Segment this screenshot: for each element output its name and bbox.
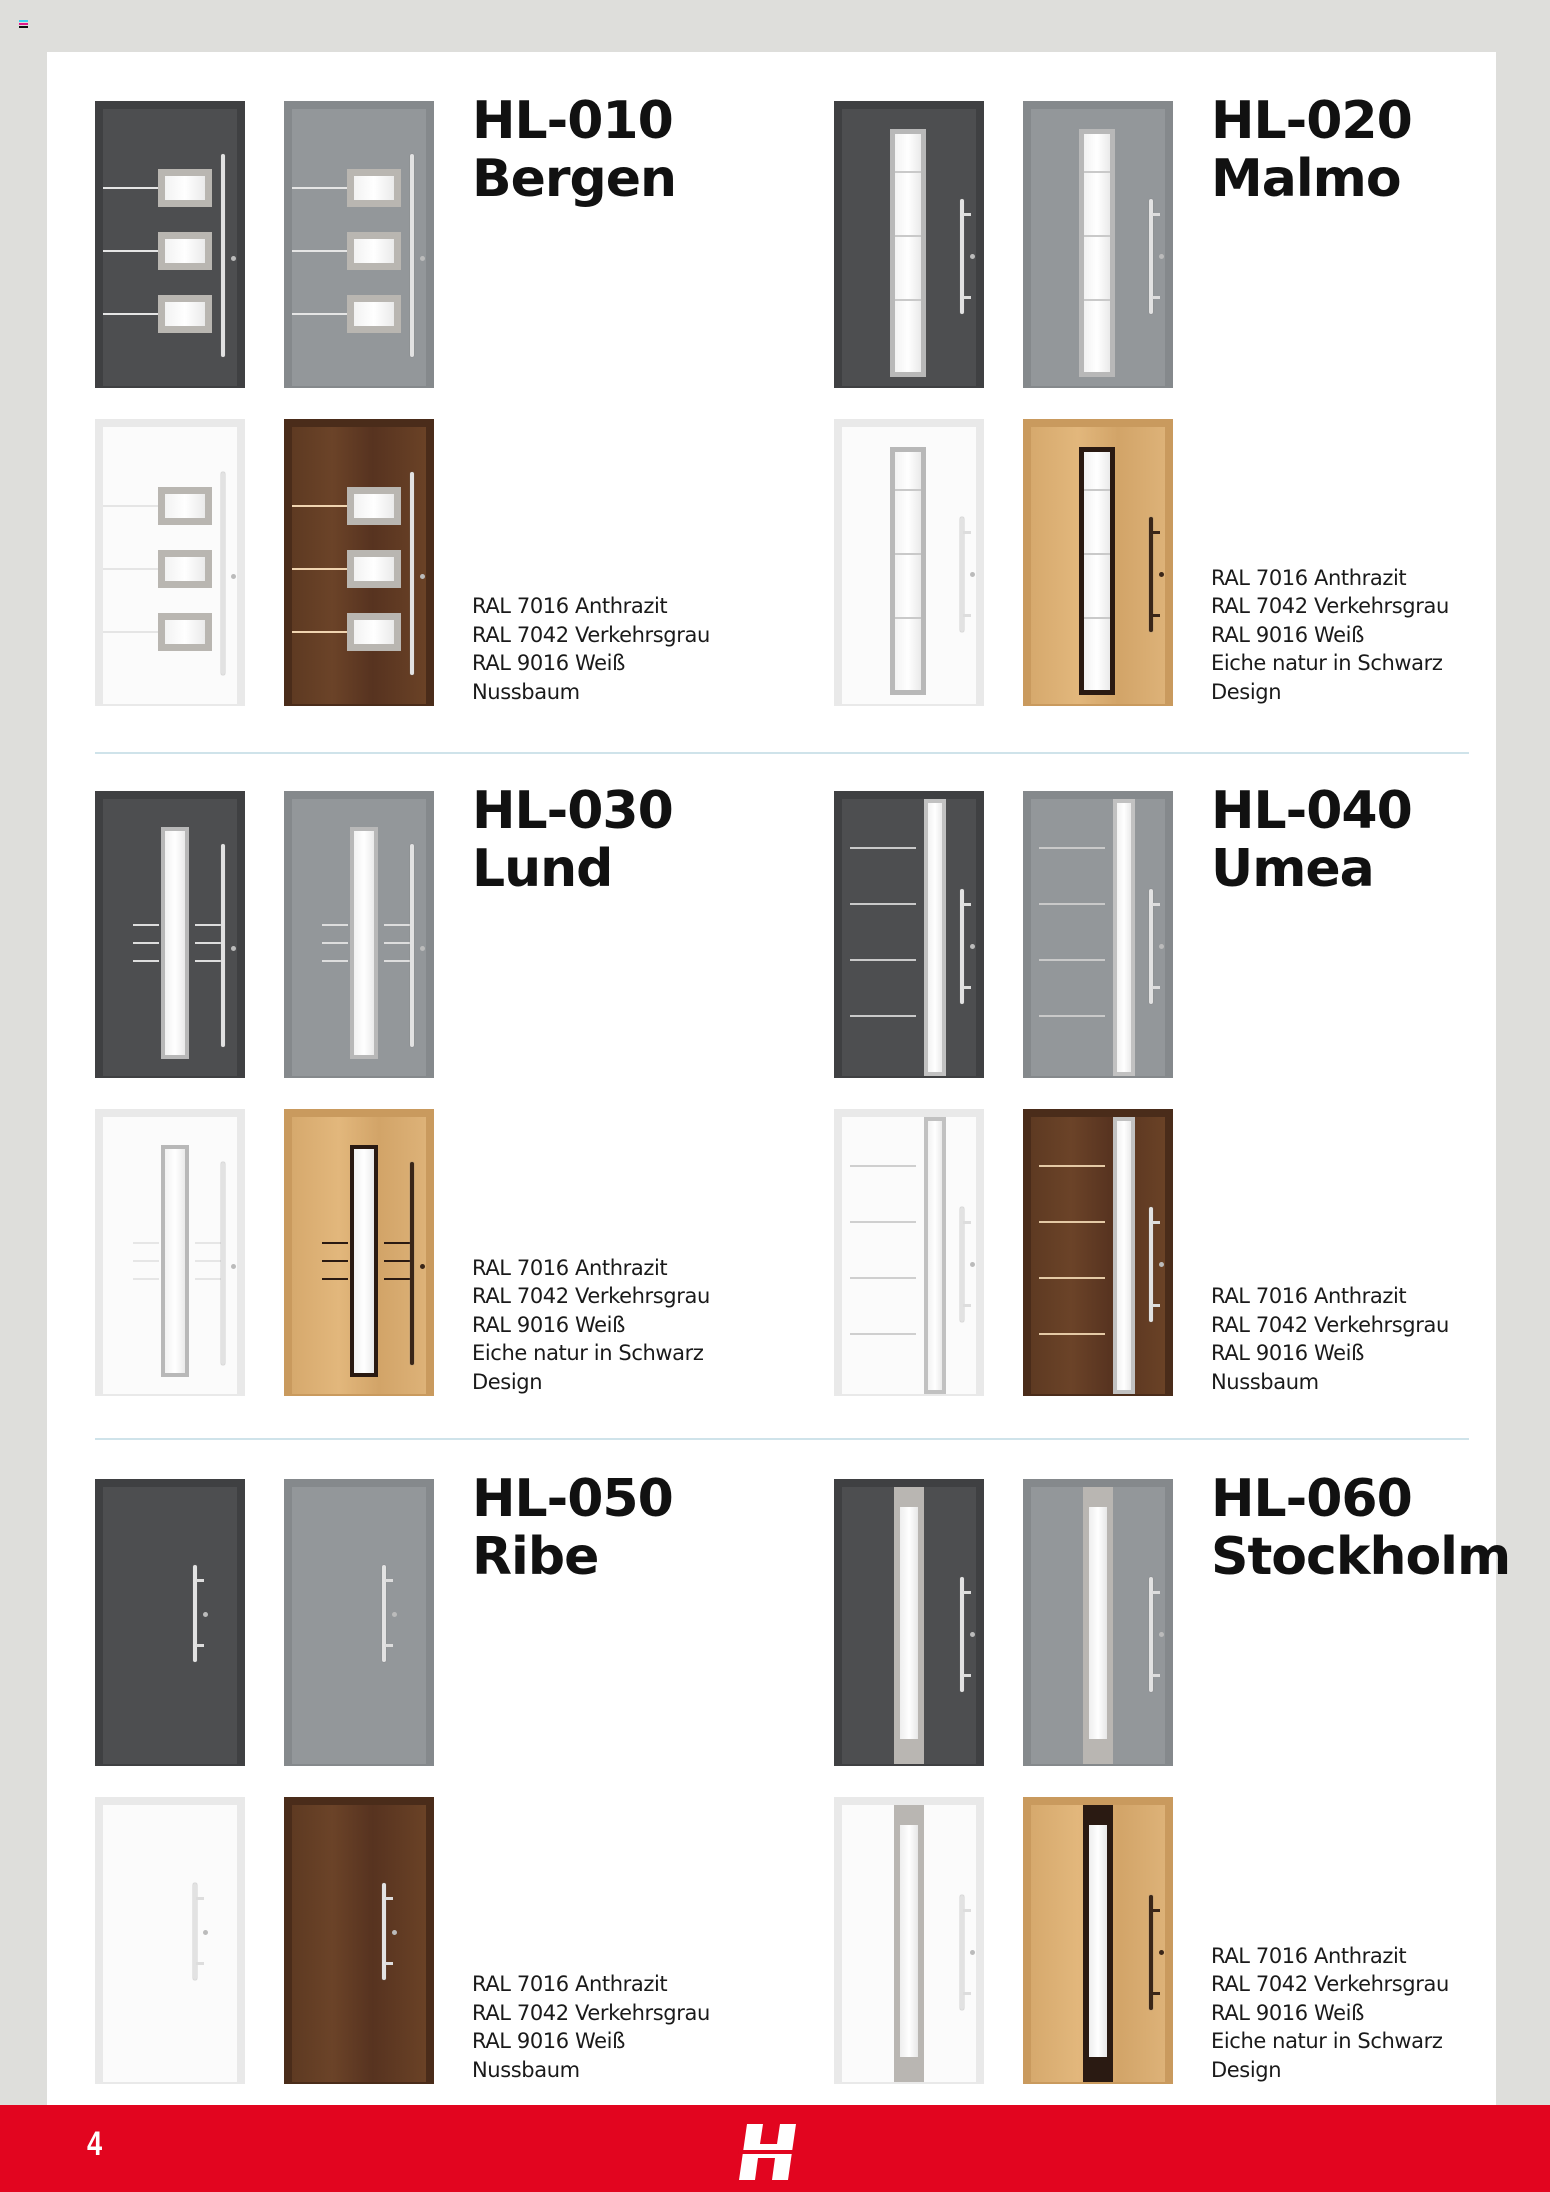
- decor-bar: [1039, 847, 1105, 849]
- finish-option: RAL 9016 Weiß: [1211, 622, 1364, 647]
- door-image-verkehrsgrau: [1023, 791, 1173, 1078]
- decor-bar: [384, 1242, 410, 1244]
- product-hl-040: [834, 742, 1534, 1402]
- door-leaf: [103, 799, 237, 1076]
- handle-bracket: [963, 1591, 971, 1594]
- door-leaf: [842, 1487, 976, 1764]
- decor-bar: [103, 313, 158, 315]
- finish-option: RAL 7016 Anthrazit: [472, 1255, 668, 1280]
- decor-bar: [1039, 1015, 1105, 1017]
- model-name: Malmo: [1211, 149, 1401, 209]
- door-lock: [1159, 944, 1164, 949]
- handle-bracket: [963, 1992, 971, 1995]
- decor-bar: [322, 1242, 348, 1244]
- door-lock: [970, 1950, 975, 1955]
- door-image-nussbaum: [284, 1797, 434, 2084]
- door-lock: [1159, 1262, 1164, 1267]
- handle-bracket: [196, 1579, 204, 1582]
- glass-pane: [354, 1149, 374, 1373]
- decor-bar: [322, 924, 348, 926]
- door-image-verkehrsgrau: [284, 791, 434, 1078]
- handle-bracket: [1152, 213, 1160, 216]
- glass-divider: [1084, 489, 1110, 491]
- door-image-anthrazit: [95, 1479, 245, 1766]
- glass-pane: [165, 176, 205, 200]
- finish-option: RAL 9016 Weiß: [472, 2029, 625, 2053]
- decor-bar: [292, 631, 347, 633]
- glass-divider: [1084, 553, 1110, 555]
- decor-bar: [850, 903, 916, 905]
- model-title: [1211, 782, 1412, 898]
- door-lock: [970, 1632, 975, 1637]
- door-image-weiss: [834, 419, 984, 706]
- door-handle: [410, 1162, 414, 1365]
- handle-bracket: [963, 1221, 971, 1224]
- decor-bar: [133, 1278, 159, 1280]
- decor-bar: [195, 1278, 221, 1280]
- product-hl-010: [95, 52, 795, 712]
- decor-bar: [1039, 903, 1105, 905]
- glass-pane: [354, 302, 394, 326]
- decor-bar: [384, 960, 410, 962]
- model-name: Lund: [472, 839, 613, 899]
- glass-divider: [895, 617, 921, 619]
- glass-pane: [1117, 803, 1131, 1072]
- door-image-verkehrsgrau: [284, 1479, 434, 1766]
- handle-bracket: [385, 1644, 393, 1647]
- door-lock: [203, 1930, 208, 1935]
- decor-bar: [322, 1260, 348, 1262]
- door-leaf: [103, 1805, 237, 2082]
- finish-list: [472, 592, 710, 706]
- handle-bracket: [1152, 903, 1160, 906]
- decor-bar: [850, 1221, 916, 1223]
- door-image-nussbaum: [284, 419, 434, 706]
- decor-bar: [850, 1165, 916, 1167]
- finish-option: RAL 7016 Anthrazit: [1211, 1284, 1407, 1308]
- door-handle: [410, 472, 414, 675]
- door-lock: [420, 256, 425, 261]
- finish-option: Design: [472, 1369, 543, 1394]
- glass-pane: [165, 1149, 185, 1373]
- decor-bar: [195, 942, 221, 944]
- handle-bracket: [963, 531, 971, 534]
- glass-divider: [895, 299, 921, 301]
- finish-option: RAL 9016 Weiß: [1211, 2000, 1364, 2025]
- door-leaf: [292, 1117, 426, 1394]
- glass-pane: [928, 803, 942, 1072]
- decor-bar: [850, 1015, 916, 1017]
- door-handle: [221, 1162, 225, 1365]
- finish-option: RAL 9016 Weiß: [1211, 1341, 1364, 1365]
- door-image-eiche: [1023, 419, 1173, 706]
- door-lock: [203, 1612, 208, 1617]
- finish-option: Nussbaum: [1211, 1369, 1319, 1394]
- decor-bar: [1039, 959, 1105, 961]
- glass-pane: [354, 620, 394, 644]
- decor-bar: [322, 960, 348, 962]
- glass-pane: [1089, 1825, 1107, 2057]
- door-image-verkehrsgrau: [1023, 1479, 1173, 1766]
- glass-divider: [895, 489, 921, 491]
- glass-divider: [1084, 171, 1110, 173]
- glass-pane: [354, 176, 394, 200]
- handle-bracket: [385, 1579, 393, 1582]
- glass-divider: [895, 553, 921, 555]
- door-leaf: [842, 1117, 976, 1394]
- finish-option: Nussbaum: [472, 679, 580, 704]
- decor-bar: [384, 1260, 410, 1262]
- door-handle: [221, 154, 225, 357]
- door-handle: [221, 472, 225, 675]
- door-image-weiss: [834, 1797, 984, 2084]
- door-image-eiche: [284, 1109, 434, 1396]
- finish-list: [472, 1970, 710, 2084]
- door-image-eiche: [1023, 1797, 1173, 2084]
- decor-bar: [850, 959, 916, 961]
- glass-pane: [165, 620, 205, 644]
- decor-bar: [850, 1333, 916, 1335]
- door-leaf: [103, 427, 237, 704]
- door-lock: [420, 946, 425, 951]
- model-title: [472, 782, 673, 898]
- decor-bar: [1039, 1165, 1105, 1167]
- decor-bar: [133, 1260, 159, 1262]
- product-hl-030: [95, 742, 795, 1402]
- decor-bar: [292, 505, 347, 507]
- finish-option: Design: [1211, 679, 1282, 704]
- model-code: HL-060: [1211, 1469, 1412, 1529]
- door-leaf: [292, 799, 426, 1076]
- glass-pane: [900, 1825, 918, 2057]
- decor-bar: [195, 924, 221, 926]
- product-row: [47, 52, 1496, 732]
- handle-bracket: [1152, 1909, 1160, 1912]
- handle-bracket: [963, 1909, 971, 1912]
- catalog-page: [47, 52, 1511, 2105]
- glass-pane: [1084, 134, 1110, 372]
- decor-bar: [103, 250, 158, 252]
- finish-list: [1211, 1282, 1449, 1396]
- door-image-anthrazit: [834, 101, 984, 388]
- decor-bar: [133, 1242, 159, 1244]
- decor-bar: [292, 187, 347, 189]
- door-lock: [1159, 572, 1164, 577]
- decor-bar: [322, 1278, 348, 1280]
- handle-bracket: [1152, 1304, 1160, 1307]
- page-footer: [0, 2105, 1550, 2192]
- model-code: HL-040: [1211, 781, 1412, 841]
- door-image-weiss: [95, 1109, 245, 1396]
- decor-bar: [384, 924, 410, 926]
- glass-pane: [165, 302, 205, 326]
- finish-option: RAL 7042 Verkehrsgrau: [1211, 1972, 1449, 1996]
- finish-option: RAL 7042 Verkehrsgrau: [1211, 1312, 1449, 1337]
- handle-bracket: [1152, 1992, 1160, 1995]
- finish-option: Nussbaum: [472, 2057, 580, 2082]
- door-leaf: [292, 109, 426, 386]
- door-image-weiss: [95, 1797, 245, 2084]
- product-hl-050: [95, 1430, 795, 2090]
- door-leaf: [842, 799, 976, 1076]
- handle-bracket: [1152, 614, 1160, 617]
- glass-pane: [165, 557, 205, 581]
- door-leaf: [1031, 109, 1165, 386]
- door-leaf: [1031, 1805, 1165, 2082]
- door-image-anthrazit: [834, 1479, 984, 1766]
- handle-bracket: [963, 213, 971, 216]
- door-image-weiss: [95, 419, 245, 706]
- door-leaf: [292, 1487, 426, 1764]
- decor-bar: [1039, 1333, 1105, 1335]
- finish-option: RAL 7016 Anthrazit: [472, 1972, 668, 1996]
- decor-bar: [103, 568, 158, 570]
- product-hl-060: [834, 1430, 1534, 2090]
- finish-option: RAL 7042 Verkehrsgrau: [472, 1284, 710, 1308]
- model-code: HL-020: [1211, 91, 1412, 151]
- door-leaf: [103, 1487, 237, 1764]
- model-name: Umea: [1211, 839, 1374, 899]
- glass-pane: [1089, 1507, 1107, 1739]
- glass-divider: [1084, 299, 1110, 301]
- door-leaf: [842, 109, 976, 386]
- decor-bar: [292, 568, 347, 570]
- decor-bar: [1039, 1277, 1105, 1279]
- decor-bar: [103, 505, 158, 507]
- door-image-verkehrsgrau: [284, 101, 434, 388]
- decor-bar: [103, 631, 158, 633]
- finish-option: RAL 7016 Anthrazit: [1211, 565, 1407, 590]
- glass-pane: [928, 1121, 942, 1390]
- handle-bracket: [963, 614, 971, 617]
- door-leaf: [1031, 799, 1165, 1076]
- decor-bar: [133, 924, 159, 926]
- door-lock: [1159, 254, 1164, 259]
- handle-bracket: [1152, 1674, 1160, 1677]
- page-number: 4: [87, 2125, 103, 2163]
- glass-pane: [165, 494, 205, 518]
- door-lock: [970, 1262, 975, 1267]
- handle-bracket: [963, 903, 971, 906]
- door-lock: [420, 1264, 425, 1269]
- glass-pane: [165, 831, 185, 1055]
- handle-bracket: [1152, 531, 1160, 534]
- door-lock: [392, 1612, 397, 1617]
- door-image-verkehrsgrau: [1023, 101, 1173, 388]
- model-code: HL-030: [472, 781, 673, 841]
- finish-list: [1211, 564, 1449, 707]
- brand-logo-h-icon: [733, 2124, 801, 2180]
- finish-option: Eiche natur in Schwarz: [1211, 651, 1443, 675]
- finish-option: RAL 9016 Weiß: [472, 651, 625, 675]
- model-code: HL-010: [472, 91, 673, 151]
- door-lock: [970, 254, 975, 259]
- door-lock: [231, 256, 236, 261]
- decor-bar: [322, 942, 348, 944]
- model-name: Ribe: [472, 1527, 599, 1587]
- handle-bracket: [385, 1897, 393, 1900]
- product-row: [47, 1430, 1511, 2110]
- door-leaf: [103, 1117, 237, 1394]
- door-lock: [1159, 1632, 1164, 1637]
- door-lock: [970, 572, 975, 577]
- door-image-anthrazit: [834, 791, 984, 1078]
- model-code: HL-050: [472, 1469, 673, 1529]
- finish-option: RAL 7042 Verkehrsgrau: [472, 2000, 710, 2025]
- handle-bracket: [963, 296, 971, 299]
- door-handle: [221, 844, 225, 1047]
- print-crop-mark: [19, 20, 28, 29]
- door-leaf: [842, 427, 976, 704]
- finish-list: [1211, 1942, 1449, 2085]
- handle-bracket: [1152, 986, 1160, 989]
- door-lock: [1159, 1950, 1164, 1955]
- door-image-anthrazit: [95, 791, 245, 1078]
- decor-bar: [850, 1277, 916, 1279]
- door-leaf: [292, 427, 426, 704]
- door-lock: [231, 946, 236, 951]
- glass-pane: [1117, 1121, 1131, 1390]
- glass-pane: [900, 1507, 918, 1739]
- model-title: [1211, 1470, 1510, 1586]
- door-leaf: [292, 1805, 426, 2082]
- handle-bracket: [963, 986, 971, 989]
- decor-bar: [384, 942, 410, 944]
- door-lock: [420, 574, 425, 579]
- door-leaf: [103, 109, 237, 386]
- glass-pane: [354, 557, 394, 581]
- handle-bracket: [1152, 1221, 1160, 1224]
- finish-option: RAL 7042 Verkehrsgrau: [472, 622, 710, 647]
- door-image-weiss: [834, 1109, 984, 1396]
- handle-bracket: [963, 1674, 971, 1677]
- glass-pane: [1084, 452, 1110, 690]
- door-handle: [410, 154, 414, 357]
- handle-bracket: [1152, 296, 1160, 299]
- finish-list: [472, 1254, 710, 1397]
- decor-bar: [133, 960, 159, 962]
- door-image-nussbaum: [1023, 1109, 1173, 1396]
- door-leaf: [842, 1805, 976, 2082]
- door-lock: [392, 1930, 397, 1935]
- glass-divider: [895, 171, 921, 173]
- decor-bar: [195, 960, 221, 962]
- finish-option: Design: [1211, 2057, 1282, 2082]
- decor-bar: [850, 847, 916, 849]
- decor-bar: [292, 313, 347, 315]
- glass-divider: [895, 235, 921, 237]
- handle-bracket: [385, 1962, 393, 1965]
- glass-divider: [1084, 235, 1110, 237]
- handle-bracket: [1152, 1591, 1160, 1594]
- decor-bar: [1039, 1221, 1105, 1223]
- decor-bar: [195, 1260, 221, 1262]
- finish-option: Eiche natur in Schwarz: [1211, 2029, 1443, 2053]
- door-leaf: [1031, 1487, 1165, 1764]
- glass-pane: [895, 134, 921, 372]
- door-lock: [970, 944, 975, 949]
- glass-pane: [895, 452, 921, 690]
- glass-pane: [354, 494, 394, 518]
- decor-bar: [195, 1242, 221, 1244]
- decor-bar: [103, 187, 158, 189]
- glass-pane: [354, 239, 394, 263]
- decor-bar: [133, 942, 159, 944]
- model-title: [472, 92, 676, 208]
- model-title: [1211, 92, 1412, 208]
- door-leaf: [1031, 1117, 1165, 1394]
- finish-option: RAL 7042 Verkehrsgrau: [1211, 594, 1449, 618]
- glass-divider: [1084, 617, 1110, 619]
- handle-bracket: [196, 1897, 204, 1900]
- decor-bar: [384, 1278, 410, 1280]
- door-lock: [231, 574, 236, 579]
- door-lock: [231, 1264, 236, 1269]
- product-hl-020: [834, 52, 1534, 712]
- finish-option: Eiche natur in Schwarz: [472, 1341, 704, 1365]
- product-row: [47, 742, 1496, 1422]
- finish-option: RAL 7016 Anthrazit: [1211, 1943, 1407, 1968]
- finish-option: RAL 7016 Anthrazit: [472, 594, 668, 618]
- finish-option: RAL 9016 Weiß: [472, 1312, 625, 1337]
- door-image-anthrazit: [95, 101, 245, 388]
- handle-bracket: [963, 1304, 971, 1307]
- model-title: [472, 1470, 673, 1586]
- model-name: Stockholm: [1211, 1527, 1511, 1587]
- decor-bar: [292, 250, 347, 252]
- handle-bracket: [196, 1644, 204, 1647]
- handle-bracket: [196, 1962, 204, 1965]
- door-leaf: [1031, 427, 1165, 704]
- door-handle: [410, 844, 414, 1047]
- glass-pane: [354, 831, 374, 1055]
- glass-pane: [165, 239, 205, 263]
- model-name: Bergen: [472, 149, 677, 209]
